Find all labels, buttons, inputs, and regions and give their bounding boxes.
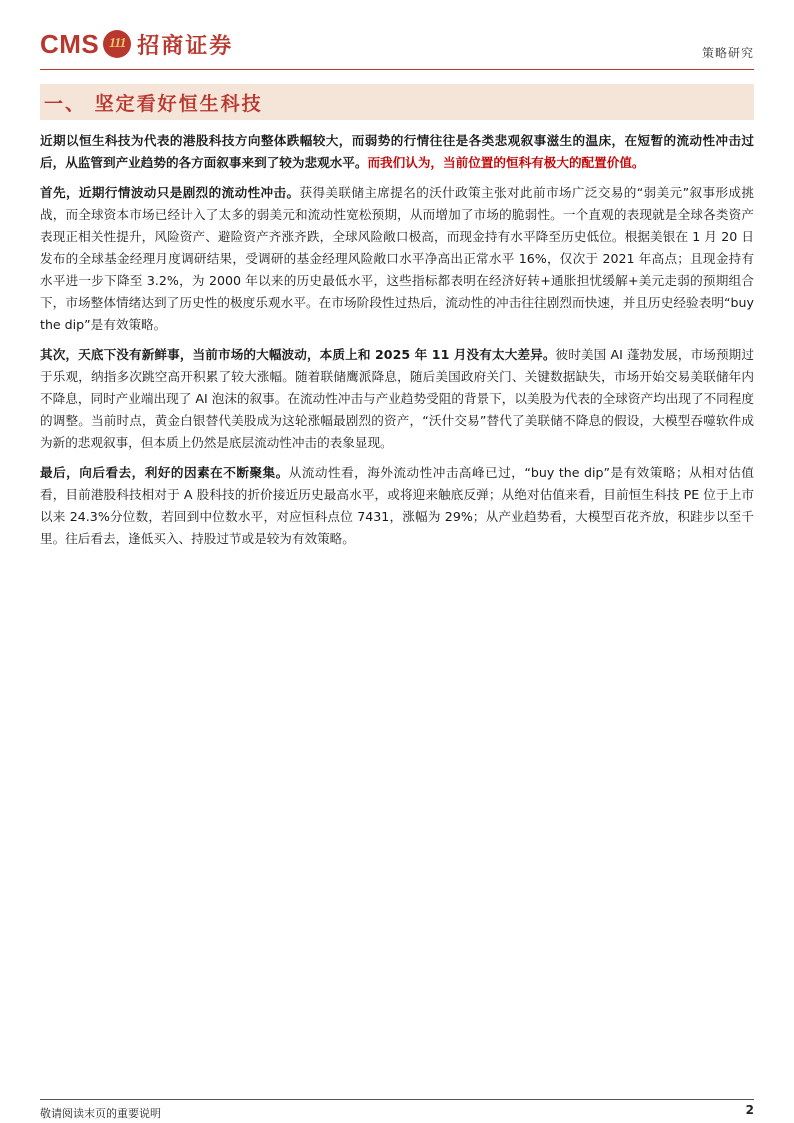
section-title-text: 一、 坚定看好恒生科技: [44, 92, 263, 115]
report-body: [40, 130, 754, 558]
page-header: [40, 26, 754, 66]
paragraph-4-lead: 最后，向后看去，利好的因素在不断聚集。: [40, 465, 289, 480]
page-number: 2: [745, 1103, 754, 1117]
logo-chinese-text: 招商证券: [137, 32, 234, 59]
paragraph-1-lead: 近期以恒生科技为代表的港股科技方向整体跌幅较大，而弱势的行情往往是各类悲观叙事滋生的温床，在短暂的流动性冲击过后，从监管到产业趋势的各方面叙事来到了较为悲观水平。: [40, 133, 754, 170]
paragraph-1: [40, 130, 754, 174]
footer-divider: [40, 1099, 754, 1100]
paragraph-2-body: 获得美联储主席提名的沃什政策主张对此前市场广泛交易的“弱美元”叙事形成挑战，而全球资本市场已经计入了太多的弱美元和流动性宽松预期，从而增加了市场的脆弱性。一个直观的表现就是全球各类资产表现正相关性提升，风险资产、避险资产齐涨齐跌，全球风险敞口极高，而现金持有水平降至历史低位。根据美银在 1 月 20 日发布的全球基金经理月度调研结果，受调研的基金经理风险敞口水平净高出正常水平 16%，仅次于 2021 年高点；且现金持有水平进一步下降至 3.2%，为 2000 年以来的历史最低水平，这些指标都表明在经济好转+通胀担忧缓解+美元走弱的预期组合下，市场整体情绪达到了历史性的极度乐观水平。在市场阶段性过热后，流动性的冲击往往剧烈而快速，并且历史经验表明“buy the dip”是有效策略。: [40, 185, 754, 332]
paragraph-4: [40, 462, 754, 550]
company-logo: [40, 26, 233, 62]
paragraph-4-body: 从流动性看，海外流动性冲击高峰已过，“buy the dip”是有效策略；从相对估值看，目前港股科技相对于 A 股科技的折价接近历史最高水平，或将迎来触底反弹；从绝对估值来看，目前恒生科技 PE 位于上市以来 24.3%分位数，若回到中位数水平，对应恒科点位 7431，涨幅为 29%；从产业趋势看，大模型百花齐放，积跬步以至千里。往后看去，逢低买入、持股过节或是较为有效策略。: [40, 465, 755, 546]
header-divider: [40, 69, 754, 70]
paragraph-3-lead: 其次，天底下没有新鲜事，当前市场的大幅波动，本质上和 2025 年 11 月没有太大差异。: [40, 347, 556, 362]
footer-disclaimer: 敬请阅读末页的重要说明: [40, 1107, 161, 1120]
paragraph-2: [40, 182, 754, 336]
paragraph-3-body: 彼时美国 AI 蓬勃发展，市场预期过于乐观，纳指多次跳空高开积累了较大涨幅。随着联储鹰派降息，随后美国政府关门、关键数据缺失，市场开始交易美联储年内不降息，同时产业端出现了 AI 泡沫的叙事。在流动性冲击与产业趋势受阻的背景下，以美股为代表的全球资产均出现了不同程度的调整。当前时点，黄金白银替代美股成为这轮涨幅最剧烈的资产，“沃什交易”替代了美联储不降息的假设，大模型吞噬软件成为新的悲观叙事，但本质上仍然是底层流动性冲击的表象显现。: [40, 347, 754, 450]
logo-latin-text: CMS: [40, 28, 100, 59]
logo-emblem-icon: 111: [103, 30, 131, 58]
paragraph-1-highlight: 而我们认为，当前位置的恒科有极大的配置价值。: [367, 155, 645, 170]
report-category: 策略研究: [701, 46, 754, 60]
paragraph-3: [40, 344, 754, 454]
section-heading: [40, 84, 754, 120]
paragraph-2-lead: 首先，近期行情波动只是剧烈的流动性冲击。: [40, 185, 300, 200]
